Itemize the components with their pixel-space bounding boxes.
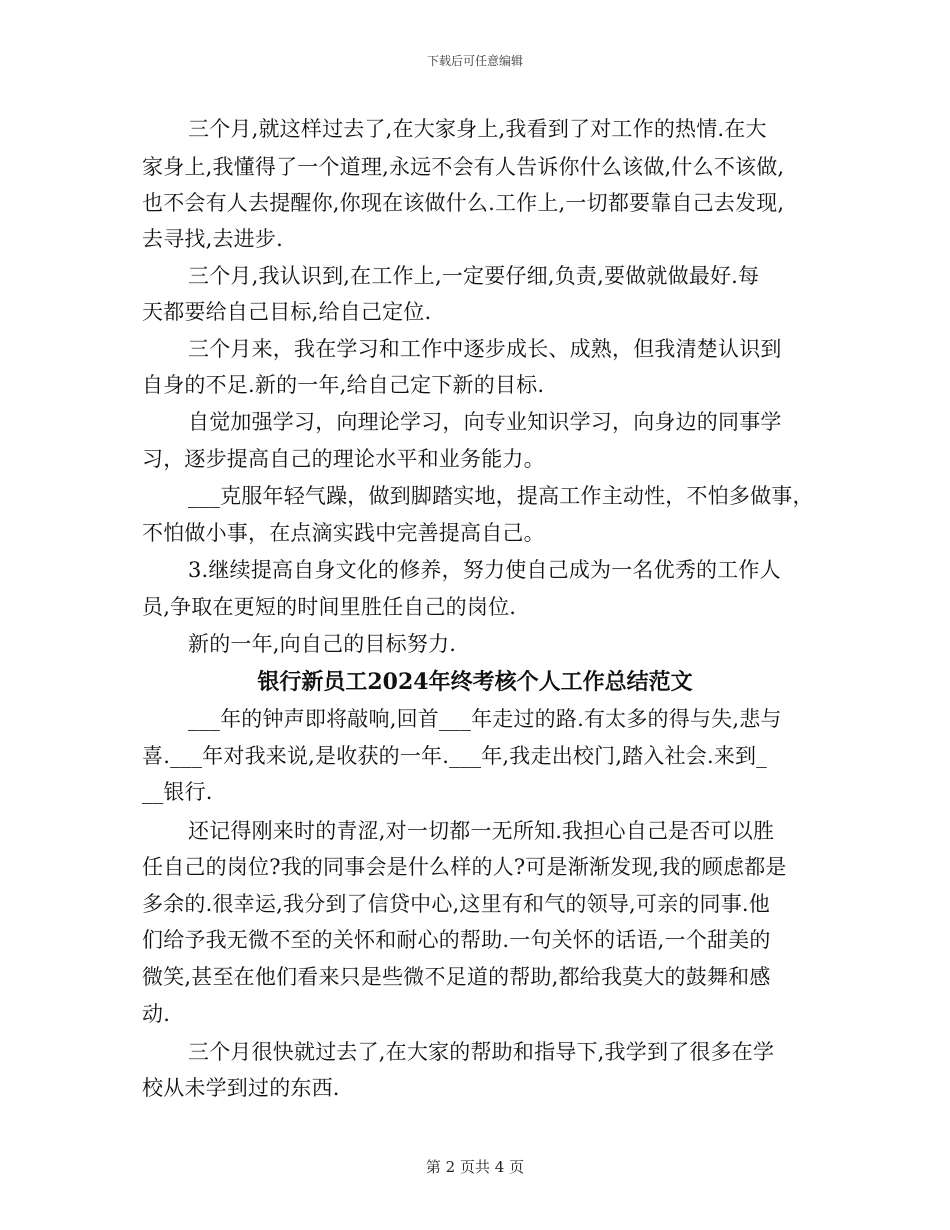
page-header: 下载后可任意编辑 [426, 54, 523, 68]
text-line: 任自己的岗位?我的同事会是什么样的人?可是渐渐发现,我的顾虑都是 [142, 855, 787, 879]
page-footer: 第 2 页共 4 页 [425, 1158, 525, 1176]
text-line: 家身上,我懂得了一个道理,永远不会有人告诉你什么该做,什么不该做, [142, 155, 785, 179]
text-line: 不怕做小事，在点滴实践中完善提高自己。 [142, 521, 545, 545]
text-line: 三个月很快就过去了,在大家的帮助和指导下,我学到了很多在学 [188, 1040, 775, 1064]
text-line: 喜.___年对我来说,是收获的一年.___年,我走出校门,踏入社会.来到_ [142, 744, 767, 768]
text-line: 也不会有人去提醒你,你现在该做什么.工作上,一切都要靠自己去发现, [142, 191, 785, 215]
section-title: 银行新员工2024年终考核个人工作总结范文 [257, 669, 693, 695]
text-line: 去寻找,去进步. [142, 227, 283, 251]
text-line: 自身的不足.新的一年,给自己定下新的目标. [142, 373, 545, 397]
text-line: 动. [142, 1002, 171, 1026]
text-line: 校从未学到过的东西. [142, 1076, 340, 1100]
text-line: 新的一年,向自己的目标努力. [188, 632, 457, 656]
text-line: 员,争取在更短的时间里胜任自己的岗位. [142, 595, 517, 619]
text-line: 三个月,就这样过去了,在大家身上,我看到了对工作的热情.在大 [188, 117, 767, 141]
text-line: __银行. [142, 780, 213, 804]
text-line: 3.继续提高自身文化的修养，努力使自己成为一名优秀的工作人 [188, 558, 781, 582]
text-line: 多余的.很幸运,我分到了信贷中心,这里有和气的领导,可亲的同事.他 [142, 892, 770, 916]
text-line: 自觉加强学习，向理论学习，向专业知识学习，向身边的同事学 [188, 410, 782, 434]
text-line: 三个月来，我在学习和工作中逐步成长、成熟，但我清楚认识到 [188, 337, 782, 361]
text-line: 天都要给自己目标,给自己定位. [142, 300, 432, 324]
text-line: 微笑,甚至在他们看来只是些微不足道的帮助,都给我莫大的鼓舞和感 [142, 965, 771, 989]
text-line: 还记得刚来时的青涩,对一切都一无所知.我担心自己是否可以胜 [188, 819, 775, 843]
text-line: 们给予我无微不至的关怀和耐心的帮助.一句关怀的话语,一个甜美的 [142, 928, 771, 952]
text-line: ___年的钟声即将敲响,回首___年走过的路.有太多的得与失,悲与 [188, 707, 782, 731]
text-line: ___克服年轻气躁，做到脚踏实地，提高工作主动性，不怕多做事， [188, 484, 814, 508]
text-line: 习，逐步提高自己的理论水平和业务能力。 [142, 447, 545, 471]
text-line: 三个月,我认识到,在工作上,一定要仔细,负责,要做就做最好.每 [188, 264, 760, 288]
